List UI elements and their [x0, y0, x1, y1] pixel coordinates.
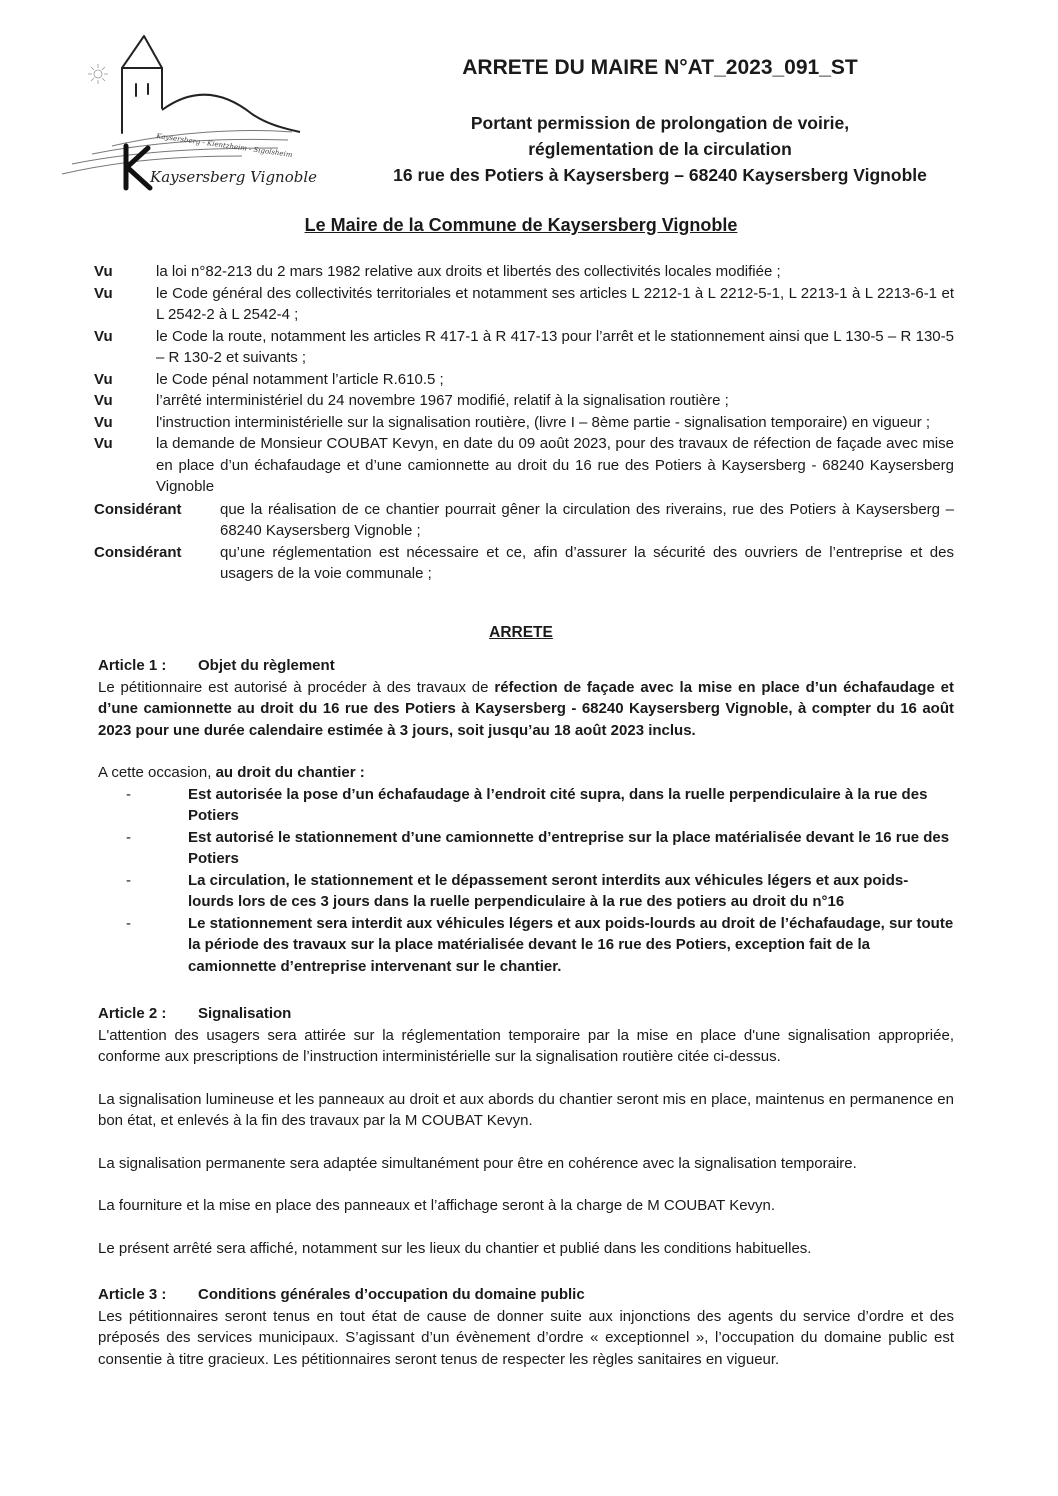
- article-2-heading: [98, 1003, 954, 1025]
- article-3-number: Article 3 :: [98, 1286, 167, 1303]
- vu-row: [94, 390, 954, 412]
- vu-label: Vu: [94, 263, 113, 280]
- article-3-paragraph: Les pétitionnaires seront tenus en tout état de cause de donner suite aux injonctions des agents du service d’ordre et des préposés des services municipaux. S’agissant d’un évènement d’ordre « exceptionnel », l’occupation du domaine public est consentie à titre gracieux. Les pétitionnaires seront tenus de respecter les règles sanitaires en vigueur.: [98, 1307, 954, 1368]
- article-2-paragraph: La signalisation lumineuse et les panneaux au droit et aux abords du chantier seront mis en place, maintenus en permanence en bon état, et enlevés à la fin des travaux par la M COUBAT Kevyn.: [98, 1090, 954, 1129]
- list-item: [98, 913, 954, 978]
- subtitle-line-1: Portant permission de prolongation de voirie,: [470, 113, 850, 133]
- vu-label: Vu: [94, 284, 113, 302]
- vu-row: [94, 261, 954, 283]
- commune-logo: [52, 28, 322, 198]
- article-1-text-intro: Le pétitionnaire est autorisé à procéder à des travaux de: [98, 678, 495, 696]
- vu-text: la demande de Monsieur COUBAT Kevyn, en date du 09 août 2023, pour des travaux de réfection de façade avec mise en place d’un échafaudage et d’une camionnette au droit du 16 rue des Potiers à Kaysersberg - 68240 Kaysersberg Vignoble: [156, 435, 954, 495]
- article-2-paragraph: Le présent arrêté sera affiché, notamment sur les lieux du chantier et publié dans les conditions habituelles.: [98, 1239, 812, 1257]
- vu-text: le Code général des collectivités territoriales et notamment ses articles L 2212-1 à L 2212-5-1, L 2213-1 à L 2213-6-1 et L 2542-2 à L 2542-4 ;: [156, 284, 954, 323]
- considerant-label: Considérant: [94, 543, 182, 561]
- considerant-row: [94, 499, 954, 542]
- article-1-bullet-list: [98, 784, 954, 978]
- list-item: [98, 870, 954, 913]
- vu-text: la loi n°82-213 du 2 mars 1982 relative aux droits et libertés des collectivités locales modifiée ;: [156, 263, 781, 280]
- bullet-dash: -: [126, 828, 131, 846]
- vu-text: le Code la route, notamment les articles R 417-1 à R 417-13 pour l’arrêt et le stationnement ainsi que L 130-5 – R 130-5 – R 130-2 et suivants ;: [156, 327, 954, 366]
- vu-row: [94, 369, 954, 391]
- article-2-paragraph: La fourniture et la mise en place des panneaux et l’affichage seront à la charge de M COUBAT Kevyn.: [98, 1197, 776, 1214]
- church-tower-logo-graphic: [52, 28, 322, 198]
- vu-label: Vu: [94, 413, 113, 431]
- vu-label: Vu: [94, 392, 113, 409]
- considerant-text: qu’une réglementation est nécessaire et ce, afin d’assurer la sécurité des ouvriers de l’entreprise et des usagers de la voie communale ;: [220, 543, 954, 582]
- bullet-text: Est autorisée la pose d’un échafaudage à l’endroit cité supra, dans la ruelle perpendiculaire à la rue des Potiers: [188, 785, 928, 824]
- list-item: [98, 827, 954, 870]
- vu-row: [94, 326, 954, 369]
- logo-commune-lines: Kaysersberg - Kientzheim - Sigolsheim: [155, 132, 293, 160]
- considerant-text: que la réalisation de ce chantier pourrait gêner la circulation des riverains, rue des Potiers à Kaysersberg – 68240 Kaysersberg Vignoble ;: [220, 500, 954, 539]
- article-3-heading: [98, 1284, 954, 1306]
- bullet-dash: -: [126, 871, 131, 889]
- vu-text: l'instruction interministérielle sur la signalisation routière, (livre I – 8ème partie - signalisation temporaire) en vigueur ;: [156, 413, 931, 431]
- bullet-dash: -: [126, 914, 131, 932]
- article-2-paragraph: La signalisation permanente sera adaptée simultanément pour être en cohérence avec la signalisation temporaire.: [98, 1154, 857, 1172]
- article-2-number: Article 2 :: [98, 1005, 167, 1022]
- article-2-paragraph: L'attention des usagers sera attirée sur la réglementation temporaire par la mise en place d'une signalisation appropriée, conforme aux prescriptions de l’instruction interministérielle sur la signalisation routière citée ci-dessus.: [98, 1026, 954, 1065]
- bullet-text: La circulation, le stationnement et le dépassement seront interdits aux véhicules légers et aux poids-lourds lors de ces 3 jours dans la ruelle perpendiculaire à la rue des potiers au droit du n°16: [188, 871, 909, 910]
- vu-label: Vu: [94, 370, 113, 388]
- legal-basis-list: [94, 261, 954, 585]
- vu-row: [94, 412, 954, 434]
- considerant-row: [94, 542, 954, 585]
- article-3-title: Conditions générales d’occupation du domaine public: [198, 1286, 585, 1303]
- bullet-text: Le stationnement sera interdit aux véhicules légers et aux poids-lourds au droit de l’échafaudage, sur toute la période des travaux sur la place matérialisée devant le 16 rue des Potiers, exception fait de la camionnette d’entreprise intervenant sur le chantier.: [188, 914, 954, 975]
- list-item: [98, 784, 954, 827]
- vu-row: [94, 433, 954, 498]
- article-2: [98, 1003, 954, 1259]
- mayor-heading: Le Maire de la Commune de Kaysersberg Vignoble: [304, 215, 738, 235]
- subtitle-line-3: 16 rue des Potiers à Kaysersberg – 68240 Kaysersberg Vignoble: [393, 165, 927, 185]
- considerant-label: Considérant: [94, 500, 182, 518]
- occasion-intro: A cette occasion,: [98, 764, 216, 781]
- arrete-heading: ARRETE: [489, 624, 553, 641]
- vu-text: le Code pénal notamment l’article R.610.5 ;: [156, 370, 444, 388]
- article-1-occasion: [98, 762, 954, 784]
- occasion-bold: au droit du chantier :: [215, 764, 365, 781]
- vu-text: l’arrêté interministériel du 24 novembre 1967 modifié, relatif à la signalisation routière ;: [156, 392, 729, 409]
- document-title: ARRETE DU MAIRE N°AT_2023_091_ST: [462, 56, 858, 79]
- vu-label: Vu: [94, 435, 113, 452]
- vu-row: [94, 283, 954, 326]
- article-1-heading: [98, 655, 954, 677]
- logo-name: Kaysersberg Vignoble: [150, 168, 318, 186]
- bullet-text: Est autorisé le stationnement d’une camionnette d’entreprise sur la place matérialisée devant le 16 rue des Potiers: [188, 828, 950, 867]
- article-2-title: Signalisation: [198, 1005, 292, 1022]
- article-1-text-bold: réfection de façade avec la mise en place d’un échafaudage et d’une camionnette au droit du 16 rue des Potiers à Kaysersberg - 68240 Kaysersberg Vignoble, à compter du 16 août 2023 pour une durée calendaire estimée à 3 jours, soit jusqu’au 18 août 2023 inclus.: [98, 678, 954, 739]
- article-1-paragraph: [98, 677, 954, 742]
- subtitle-line-2: réglementation de la circulation: [528, 139, 792, 159]
- article-1: [98, 655, 954, 977]
- document-header: [330, 56, 990, 188]
- article-1-title: Objet du règlement: [198, 657, 335, 674]
- bullet-dash: -: [126, 785, 131, 803]
- article-1-number: Article 1 :: [98, 657, 167, 674]
- article-3: [98, 1284, 954, 1370]
- vu-label: Vu: [94, 327, 113, 345]
